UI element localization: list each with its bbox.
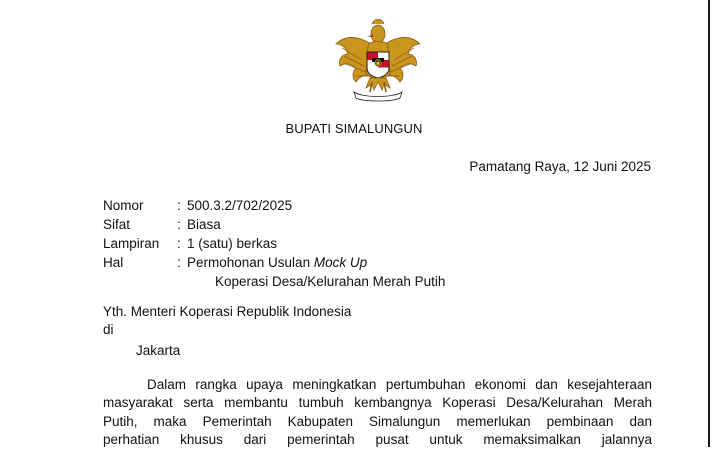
- body-line-1: Dalam rangka upaya meningkatkan pertumbuhan ekonomi dan kesejahteraan: [147, 377, 652, 392]
- letterhead-title: BUPATI SIMALUNGUN: [285, 121, 423, 136]
- hal-colon: :: [177, 255, 181, 270]
- hal-value-line2: Koperasi Desa/Kelurahan Merah Putih: [215, 274, 446, 289]
- meta-row-sifat: [103, 217, 221, 232]
- body-line-4: perhatian khusus dari pemerintah pusat untuk memaksimalkan jalannya: [103, 431, 652, 447]
- sifat-value: Biasa: [187, 217, 221, 232]
- hal-value-prefix: Permohonan Usulan: [187, 255, 314, 270]
- nomor-colon: :: [177, 198, 181, 213]
- hal-value-italic: Mock Up: [313, 255, 368, 270]
- nomor-label: Nomor: [103, 198, 144, 213]
- sifat-colon: :: [177, 217, 181, 232]
- recipient-city: Jakarta: [136, 343, 181, 358]
- garuda-emblem-icon: [328, 10, 428, 110]
- body-line-2: masyarakat serta membantu tumbuh kembangnya Koperasi Desa/Kelurahan Merah: [103, 395, 652, 411]
- lampiran-colon: :: [177, 236, 181, 251]
- recipient-line1: Yth. Menteri Koperasi Republik Indonesia: [103, 304, 352, 319]
- recipient-line2: di: [103, 322, 114, 337]
- meta-row-nomor: [103, 198, 292, 213]
- meta-row-lampiran: [103, 236, 277, 251]
- page-right-edge: [708, 0, 720, 447]
- body-paragraph: [103, 376, 652, 449]
- place-date: Pamatang Raya, 12 Juni 2025: [469, 159, 651, 174]
- sifat-label: Sifat: [103, 217, 131, 232]
- meta-row-hal: [103, 255, 367, 270]
- lampiran-label: Lampiran: [103, 236, 160, 251]
- lampiran-value: 1 (satu) berkas: [187, 236, 278, 251]
- body-line-3: Putih, maka Pemerintah Kabupaten Simalungun memerlukan pembinaan dan: [103, 413, 652, 429]
- nomor-value: 500.3.2/702/2025: [187, 198, 293, 213]
- hal-label: Hal: [103, 255, 124, 270]
